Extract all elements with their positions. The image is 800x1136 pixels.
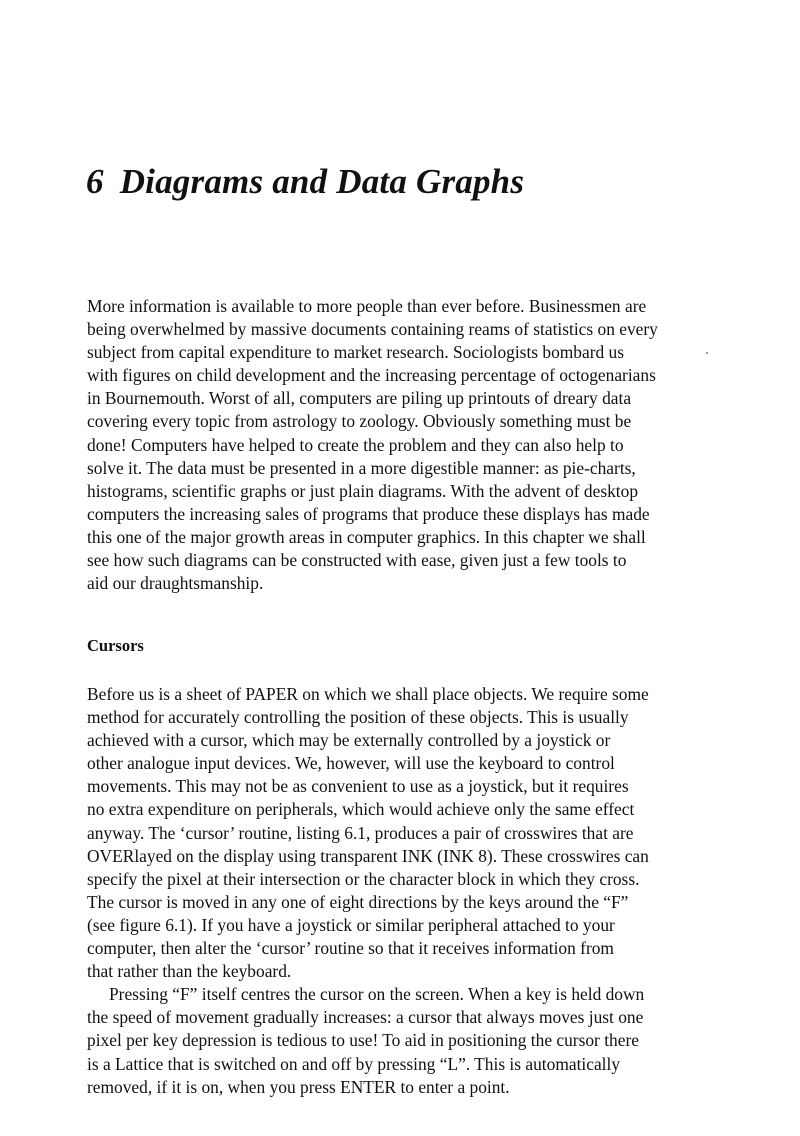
text-line: other analogue input devices. We, however, will use the keyboard to control <box>87 753 615 774</box>
text-line: solve it. The data must be presented in a more digestible manner: as pie-charts, <box>87 457 636 478</box>
text-line: anyway. The ‘cursor’ routine, listing 6.1, produces a pair of crosswires that are <box>87 822 634 843</box>
text-line: Pressing “F” itself centres the cursor on the screen. When a key is held down <box>109 984 645 1005</box>
cursors-section-body <box>87 683 727 1099</box>
text-line: is a Lattice that is switched on and off by pressing “L”. This is automatically <box>87 1053 621 1074</box>
intro-paragraph <box>87 295 727 595</box>
text-line: with figures on child development and the increasing percentage of octogenarians <box>87 365 656 386</box>
text-line: specify the pixel at their intersection or the character block in which they cross. <box>87 868 640 889</box>
cursors-paragraph-1 <box>87 683 727 983</box>
text-line: computers the increasing sales of programs that produce these displays has made <box>87 503 650 524</box>
text-line: (see figure 6.1). If you have a joystick or similar peripheral attached to your <box>87 914 615 935</box>
text-line: movements. This may not be as convenient to use as a joystick, but it requires <box>87 776 629 797</box>
text-line: see how such diagrams can be constructed with ease, given just a few tools to <box>87 550 627 571</box>
text-line: More information is available to more people than ever before. Businessmen are <box>87 296 647 316</box>
text-line: aid our draughtsmanship. <box>87 573 264 594</box>
text-line: no extra expenditure on peripherals, which would achieve only the same effect <box>87 799 635 820</box>
section-heading: Cursors <box>87 636 144 655</box>
text-line: The cursor is moved in any one of eight directions by the keys around the “F” <box>87 891 629 912</box>
text-line: method for accurately controlling the position of these objects. This is usually <box>87 707 629 728</box>
chapter-title <box>86 162 524 202</box>
text-line: being overwhelmed by massive documents containing reams of statistics on every <box>87 319 658 340</box>
text-line: computer, then alter the ‘cursor’ routine so that it receives information from <box>87 938 614 959</box>
cursors-paragraph-2 <box>87 983 727 1098</box>
text-line: Before us is a sheet of PAPER on which we shall place objects. We require some <box>87 684 649 704</box>
text-line: that rather than the keyboard. <box>87 961 292 982</box>
text-line: histograms, scientific graphs or just plain diagrams. With the advent of desktop <box>87 480 639 501</box>
text-line: this one of the major growth areas in computer graphics. In this chapter we shall <box>87 526 646 547</box>
text-line: OVERlayed on the display using transparent INK (INK 8). These crosswires can <box>87 845 649 866</box>
text-line: subject from capital expenditure to market research. Sociologists bombard us <box>87 342 625 363</box>
text-line: the speed of movement gradually increases: a cursor that always moves just one <box>87 1007 644 1028</box>
text-line: in Bournemouth. Worst of all, computers are piling up printouts of dreary data <box>87 388 632 409</box>
chapter-title-text: Diagrams and Data Graphs <box>119 162 525 201</box>
text-line: pixel per key depression is tedious to use! To aid in positioning the cursor there <box>87 1030 639 1051</box>
text-line: removed, if it is on, when you press ENTER to enter a point. <box>87 1076 510 1097</box>
text-line: achieved with a cursor, which may be externally controlled by a joystick or <box>87 730 611 751</box>
text-line: covering every topic from astrology to zoology. Obviously something must be <box>87 411 632 432</box>
scan-speck <box>706 352 708 354</box>
text-line: done! Computers have helped to create the problem and they can also help to <box>87 434 624 455</box>
chapter-number: 6 <box>86 162 104 201</box>
